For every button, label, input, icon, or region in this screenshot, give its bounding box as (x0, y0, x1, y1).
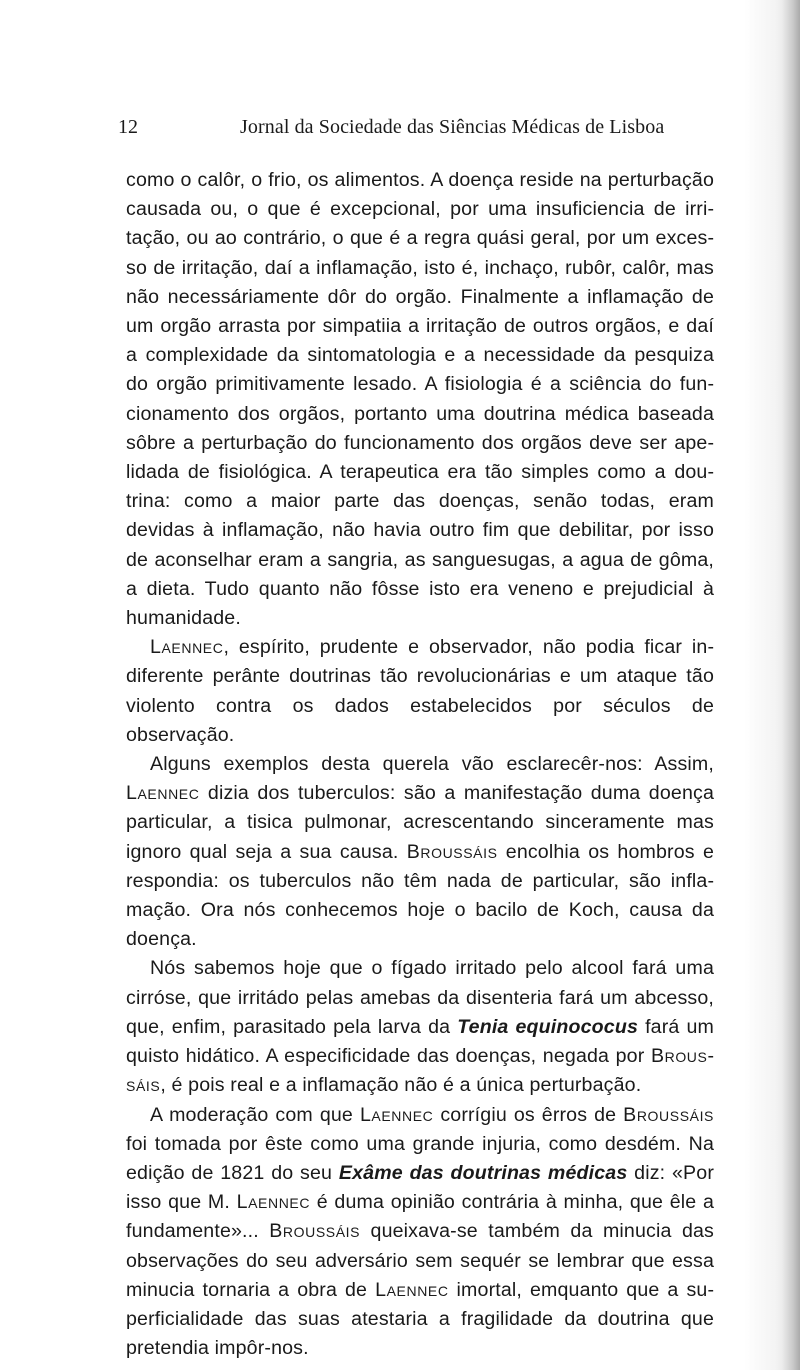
italic-title: Exâme das doutrinas médicas (338, 1161, 628, 1184)
text-run: imortal, emquanto que a superficialidade das suas atestaria a fragilidade da doutrina que pretendia impôr-nos. (126, 1278, 714, 1360)
text-run: diz: «Por isso que M. (126, 1161, 714, 1214)
author-name: Laennec (126, 782, 200, 805)
author-name: Laennec (150, 636, 224, 659)
page-header (118, 116, 678, 146)
text-run: Nós sabemos hoje que o fígado irritado pelo alcool fará uma cirróse, que irritádo pelas amebas da disenteria fará um abcesso, que, enfim, parasitado pela larva da (126, 957, 714, 1038)
text-run: é duma opinião contrária à minha, que êle a fundamente»... (126, 1191, 714, 1243)
author-name: Laennec (236, 1191, 311, 1214)
author-name: Laennec (359, 1103, 434, 1126)
paragraph (126, 954, 714, 1100)
article-body (126, 166, 714, 1363)
author-name: Laennec (375, 1278, 449, 1301)
page-number: 12 (118, 116, 138, 138)
running-title: Jornal da Sociedade das Siências Médicas de Lisboa (240, 116, 665, 138)
paragraph (126, 750, 714, 954)
author-name: Broussáis (623, 1103, 714, 1126)
text-run: foi tomada por êste como uma grande injuria, como desdém. Na edição de 1821 do seu (126, 1132, 714, 1184)
paragraph (126, 633, 714, 750)
text-run: queixava-se também da minucia das observações do seu adversário sem sequér se lembrar que essa minucia tornaria a obra de (126, 1220, 714, 1301)
paragraph (126, 166, 714, 633)
text-run: encolhia os hombros e respondia: os tuberculos não têm nada de particular, são inflamação. Ora nós conhecemos hoje o bacilo de Koch, causa da doença. (126, 840, 714, 951)
author-name: Broussáis (406, 840, 498, 863)
author-name: Broussáis (269, 1220, 361, 1243)
author-name: Broussáis (126, 1045, 714, 1097)
text-run: dizia dos tuberculos: são a manifestação duma doença particular, a tisica pulmonar, acrescentando sinceramente mas ignoro qual seja a sua causa. (126, 782, 714, 863)
italic-title: Tenia equinococus (457, 1015, 639, 1038)
text-run: , espírito, prudente e observador, não podia ficar indiferente perânte doutrinas tão revolucionárias e um ataque tão violento contra os dados estabelecidos por séculos de observação. (126, 636, 714, 746)
text-run: , é pois real e a inflamação não é a única perturbação. (160, 1074, 642, 1097)
text-run: A moderação com que (150, 1103, 360, 1126)
page-edge-shadow (782, 0, 800, 1370)
paragraph (126, 1101, 714, 1364)
text-run: corrígiu os êrros de (433, 1103, 624, 1126)
text-run: fará um quisto hidático. A especificidade das doenças, negada por (126, 1015, 714, 1068)
text-run: como o calôr, o frio, os alimentos. A doença reside na perturbação causada ou, o que é excepcional, por uma insuficiencia de irritação, ou ao contrário, o que é a regra quási geral, por um excesso de irritação, daí a inflamação, isto é, inchaço, rubôr, calôr, mas não necessáriamente dôr do orgão. Finalmente a inflamação de um orgão arrasta por simpatiia a irritação de outros orgãos, e daí a complexidade da sintomatologia e a necessidade da pesquiza do orgão primitivamente lesado. A fisiologia é a sciência do funcionamento dos orgãos, portanto uma doutrina médica baseada sôbre a perturbação do funcionamento dos orgãos deve ser apelidada de fisiológica. A terapeutica era tão simples como a doutrina: como a maior parte das doenças, senão todas, eram devidas à inflamação, não havia outro fim que debilitar, por isso de aconselhar eram a sangria, as sanguesugas, a agua de gôma, a dieta. Tudo quanto não fôsse isto era veneno e prejudicial à humanidade. (126, 169, 714, 630)
text-run: Alguns exemplos desta querela vão esclarecêr-nos: Assim, (150, 753, 714, 776)
